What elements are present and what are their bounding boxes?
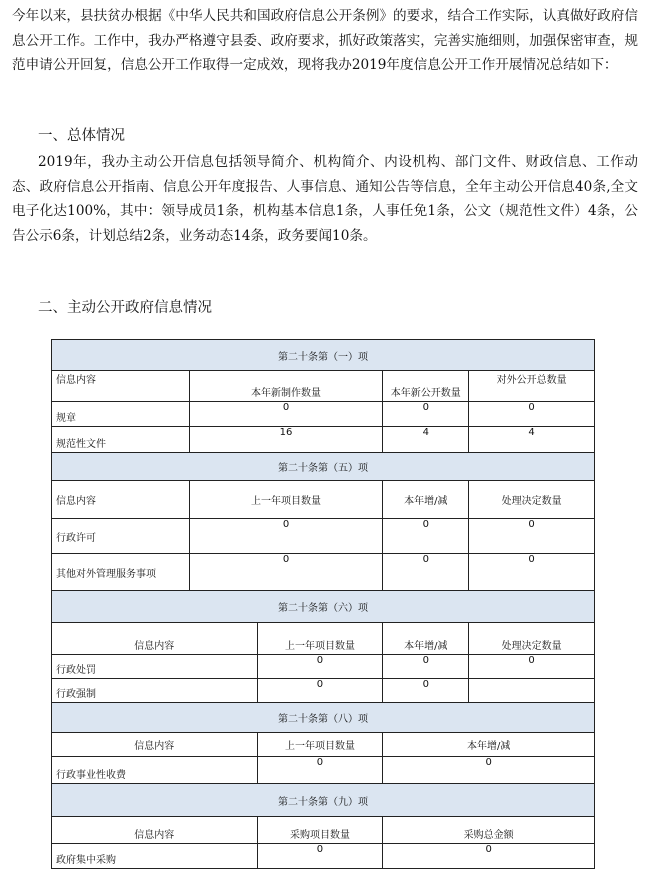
header-cell: 本年新公开数量 xyxy=(383,371,469,402)
table-row xyxy=(52,519,595,554)
header-cell: 采购总金额 xyxy=(383,817,595,844)
cell-value: 4 xyxy=(383,427,469,453)
section-title-row xyxy=(52,591,595,623)
section-title-row xyxy=(52,453,595,481)
cell-value: 0 xyxy=(383,554,469,591)
table-row xyxy=(52,402,595,427)
header-cell: 信息内容 xyxy=(52,817,258,844)
row-label: 行政处罚 xyxy=(52,655,258,679)
header-cell: 本年增/减 xyxy=(383,623,469,655)
table-row xyxy=(52,655,595,679)
cell-value: 0 xyxy=(383,844,595,869)
row-label: 行政强制 xyxy=(52,679,258,703)
cell-value: 0 xyxy=(383,519,469,554)
header-cell: 处理决定数量 xyxy=(469,481,595,519)
header-cell: 信息内容 xyxy=(52,733,258,757)
header-cell: 上一年项目数量 xyxy=(189,481,383,519)
cell-value: 0 xyxy=(257,757,383,784)
cell-value: 0 xyxy=(189,519,383,554)
intro-paragraph: 今年以来，县扶贫办根据《中华人民共和国政府信息公开条例》的要求，结合工作实际，认真做好政府信息公开工作。工作中，我办严格遵守县委、政府要求，抓好政策落实，完善实施细则，加强保密审查，规范申请公开回复，信息公开工作取得一定成效，现将我办2019年度信息公开工作开展情况总结如下： xyxy=(12,8,638,73)
cell-value: 0 xyxy=(257,679,383,703)
cell-value: 0 xyxy=(383,402,469,427)
header-cell: 上一年项目数量 xyxy=(257,733,383,757)
section-heading-overview: 一、总体情况 xyxy=(38,128,125,144)
row-label: 规范性文件 xyxy=(52,427,190,453)
row-label: 政府集中采购 xyxy=(52,844,258,869)
header-cell: 本年增/减 xyxy=(383,481,469,519)
table-header-row xyxy=(52,371,595,402)
table-header-row xyxy=(52,481,595,519)
row-label: 行政许可 xyxy=(52,519,190,554)
table-row xyxy=(52,844,595,869)
table-row xyxy=(52,757,595,784)
header-cell: 对外公开总数量 xyxy=(469,371,595,402)
cell-value: 0 xyxy=(189,554,383,591)
cell-value: 0 xyxy=(469,554,595,591)
header-cell: 处理决定数量 xyxy=(469,623,595,655)
cell-value: 4 xyxy=(469,427,595,453)
section-title: 第二十条第（六）项 xyxy=(52,591,595,623)
table-header-row xyxy=(52,817,595,844)
cell-value: 0 xyxy=(469,402,595,427)
cell-value: 0 xyxy=(189,402,383,427)
cell-value: 0 xyxy=(469,519,595,554)
table-row xyxy=(52,679,595,703)
cell-value: 0 xyxy=(383,655,469,679)
header-cell: 上一年项目数量 xyxy=(257,623,383,655)
header-cell: 信息内容 xyxy=(52,623,258,655)
section-title: 第二十条第（八）项 xyxy=(52,703,595,733)
section-title-row xyxy=(52,340,595,371)
section-title: 第二十条第（九）项 xyxy=(52,784,595,817)
disclosure-table xyxy=(51,339,595,869)
overview-paragraph: 2019年，我办主动公开信息包括领导简介、机构简介、内设机构、部门文件、财政信息、工作动态、政府信息公开指南、信息公开年度报告、人事信息、通知公告等信息，全年主动公开信息40条,全文电子化达100%，其中：领导成员1条，机构基本信息1条，人事任免1条，公文（规范性文件）4条，公告公示6条，计划总结2条，业务动态14条，政务要闻10条。 xyxy=(12,154,638,244)
cell-value: 0 xyxy=(257,655,383,679)
cell-value: 0 xyxy=(469,655,595,679)
cell-value: 0 xyxy=(257,844,383,869)
table-header-row xyxy=(52,733,595,757)
header-cell: 采购项目数量 xyxy=(257,817,383,844)
row-label: 其他对外管理服务事项 xyxy=(52,554,190,591)
section-title-row xyxy=(52,703,595,733)
section-title: 第二十条第（五）项 xyxy=(52,453,595,481)
table-header-row xyxy=(52,623,595,655)
cell-value: 0 xyxy=(383,679,469,703)
header-cell: 信息内容 xyxy=(52,371,190,402)
cell-value: 0 xyxy=(383,757,595,784)
cell-value xyxy=(469,679,595,703)
header-cell: 本年新制作数量 xyxy=(189,371,383,402)
table-row xyxy=(52,554,595,591)
table-row xyxy=(52,427,595,453)
section-title-row xyxy=(52,784,595,817)
header-cell: 信息内容 xyxy=(52,481,190,519)
cell-value: 16 xyxy=(189,427,383,453)
header-cell: 本年增/减 xyxy=(383,733,595,757)
section-heading-proactive-disclosure: 二、主动公开政府信息情况 xyxy=(38,300,212,316)
row-label: 行政事业性收费 xyxy=(52,757,258,784)
section-title: 第二十条第（一）项 xyxy=(52,340,595,371)
row-label: 规章 xyxy=(52,402,190,427)
